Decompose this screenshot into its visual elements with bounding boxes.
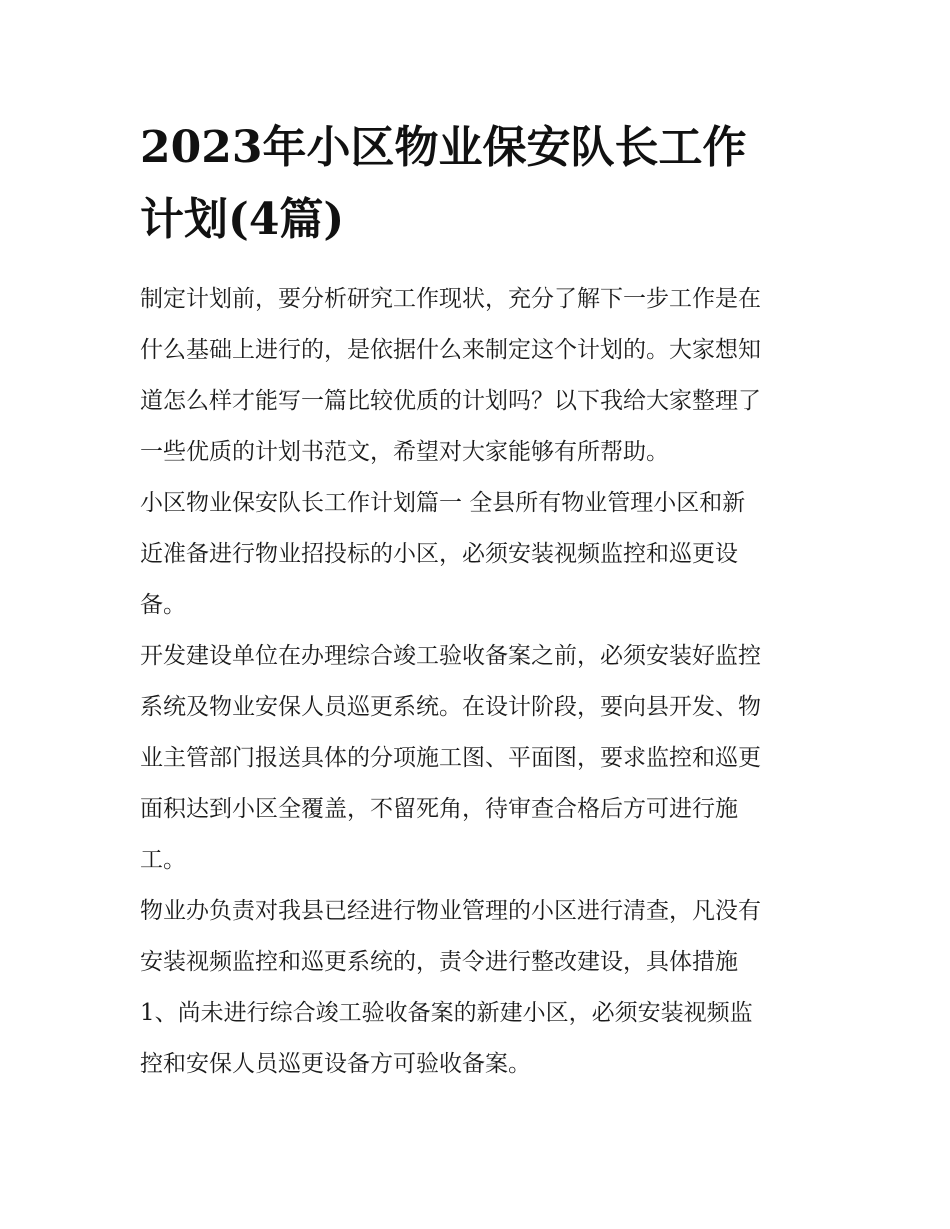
text-line-11: 面积达到小区全覆盖，不留死角，待审查合格后方可进行施 xyxy=(140,796,738,822)
text-line-10: 业主管部门报送具体的分项施工图、平面图，要求监控和巡更 xyxy=(140,745,761,771)
text-line-8: 开发建设单位在办理综合竣工验收备案之前，必须安装好监控 xyxy=(140,643,761,669)
text-line-12: 工。 xyxy=(140,847,186,873)
text-line-6: 近准备进行物业招投标的小区，必须安装视频监控和巡更设 xyxy=(140,541,738,567)
text-line-3: 道怎么样才能写一篇比较优质的计划吗？以下我给大家整理了 xyxy=(140,388,761,414)
text-line-15: 1、尚未进行综合竣工验收备案的新建小区，必须安装视频监 xyxy=(140,1000,753,1026)
document-title xyxy=(140,112,820,256)
text-line-1: 制定计划前，要分析研究工作现状，充分了解下一步工作是在 xyxy=(140,286,761,312)
document-body xyxy=(140,274,820,1090)
text-line-7: 备。 xyxy=(140,592,186,618)
text-line-9: 系统及物业安保人员巡更系统。在设计阶段，要向县开发、物 xyxy=(140,694,761,720)
text-line-16: 控和安保人员巡更设备方可验收备案。 xyxy=(140,1051,531,1077)
text-line-5: 小区物业保安队长工作计划篇一 全县所有物业管理小区和新 xyxy=(140,490,746,516)
title-line-1: 2023年小区物业保安队长工作 xyxy=(140,122,747,173)
text-line-14: 安装视频监控和巡更系统的，责令进行整改建设，具体措施 xyxy=(140,949,738,975)
text-line-2: 什么基础上进行的，是依据什么来制定这个计划的。大家想知 xyxy=(140,337,761,363)
text-line-4: 一些优质的计划书范文，希望对大家能够有所帮助。 xyxy=(140,439,669,465)
text-line-13: 物业办负责对我县已经进行物业管理的小区进行清查，凡没有 xyxy=(140,898,761,924)
title-line-2: 计划(4篇) xyxy=(140,194,345,245)
